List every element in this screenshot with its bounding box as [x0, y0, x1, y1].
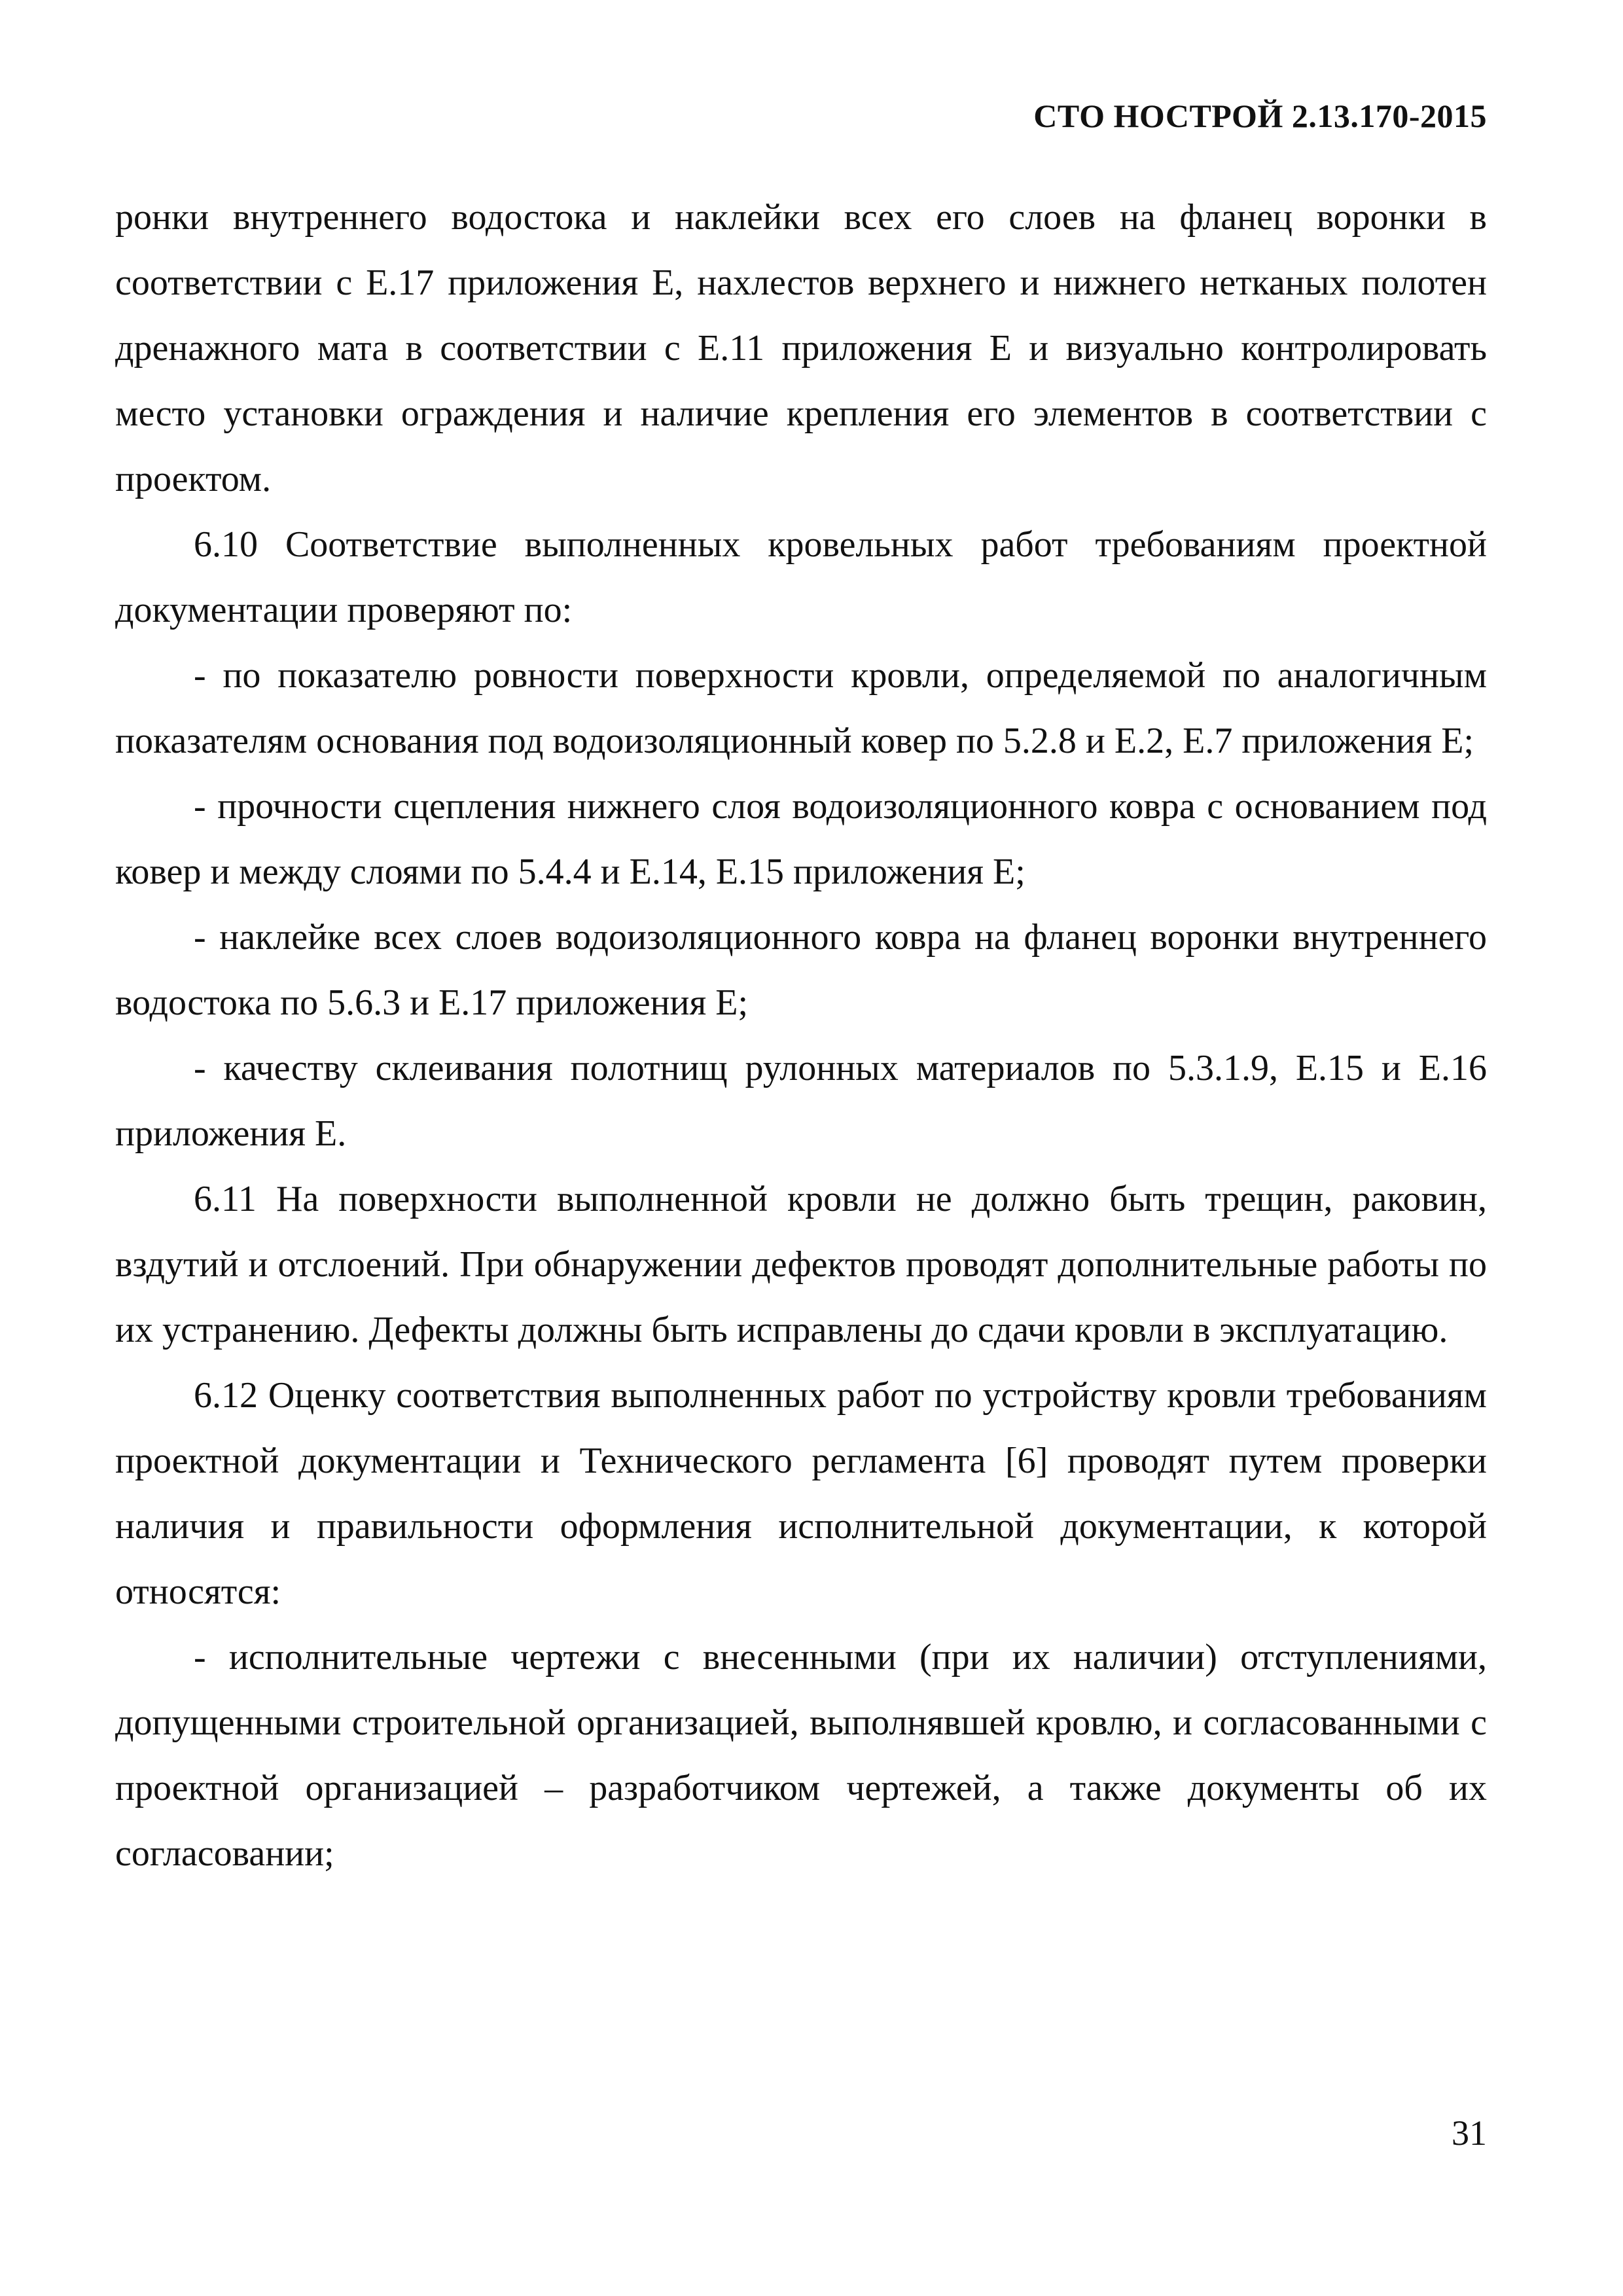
- list-item-bonding-quality: - качеству склеивания полотнищ рулонных материалов по 5.3.1.9, Е.15 и Е.16 приложения Е.: [115, 1048, 1487, 1154]
- page-number: 31: [1452, 2113, 1487, 2153]
- paragraph-6-12: 6.12 Оценку соответствия выполненных работ по устройству кровли требованиям проектной документации и Технического регламента [6] проводят путем проверки наличия и правильности оформления исполнительной документации, к которой относятся:: [115, 1375, 1487, 1612]
- document-body: [115, 185, 1487, 1886]
- document-code-header: СТО НОСТРОЙ 2.13.170-2015: [1033, 98, 1487, 134]
- list-item-adhesion-strength: - прочности сцепления нижнего слоя водоизоляционного ковра с основанием под ковер и между слоями по 5.4.4 и Е.14, Е.15 приложения Е;: [115, 786, 1487, 892]
- list-item-surface-evenness: - по показателю ровности поверхности кровли, определяемой по аналогичным показателям основания под водоизоляционный ковер по 5.2.8 и Е.2, Е.7 приложения Е;: [115, 655, 1487, 761]
- list-item-funnel-flange: - наклейке всех слоев водоизоляционного ковра на фланец воронки внутреннего водостока по 5.6.3 и Е.17 приложения Е;: [115, 917, 1487, 1023]
- paragraph-6-10: 6.10 Соответствие выполненных кровельных работ требованиям проектной документации проверяют по:: [115, 524, 1487, 630]
- paragraph-6-11: 6.11 На поверхности выполненной кровли не должно быть трещин, раковин, вздутий и отслоений. При обнаружении дефектов проводят дополнительные работы по их устранению. Дефекты должны быть исправлены до сдачи кровли в эксплуатацию.: [115, 1179, 1487, 1350]
- paragraph-continuation: ронки внутреннего водостока и наклейки всех его слоев на фланец воронки в соответствии с Е.17 приложения Е, нахлестов верхнего и нижнего нетканых полотен дренажного мата в соответствии с Е.11 приложения Е и визуально контролировать место установки ограждения и наличие крепления его элементов в соответствии с проектом.: [115, 197, 1487, 499]
- list-item-as-built-drawings: - исполнительные чертежи с внесенными (при их наличии) отступлениями, допущенными строительной организацией, выполнявшей кровлю, и согласованными с проектной организацией – разработчиком чертежей, а также документы об их согласовании;: [115, 1637, 1487, 1874]
